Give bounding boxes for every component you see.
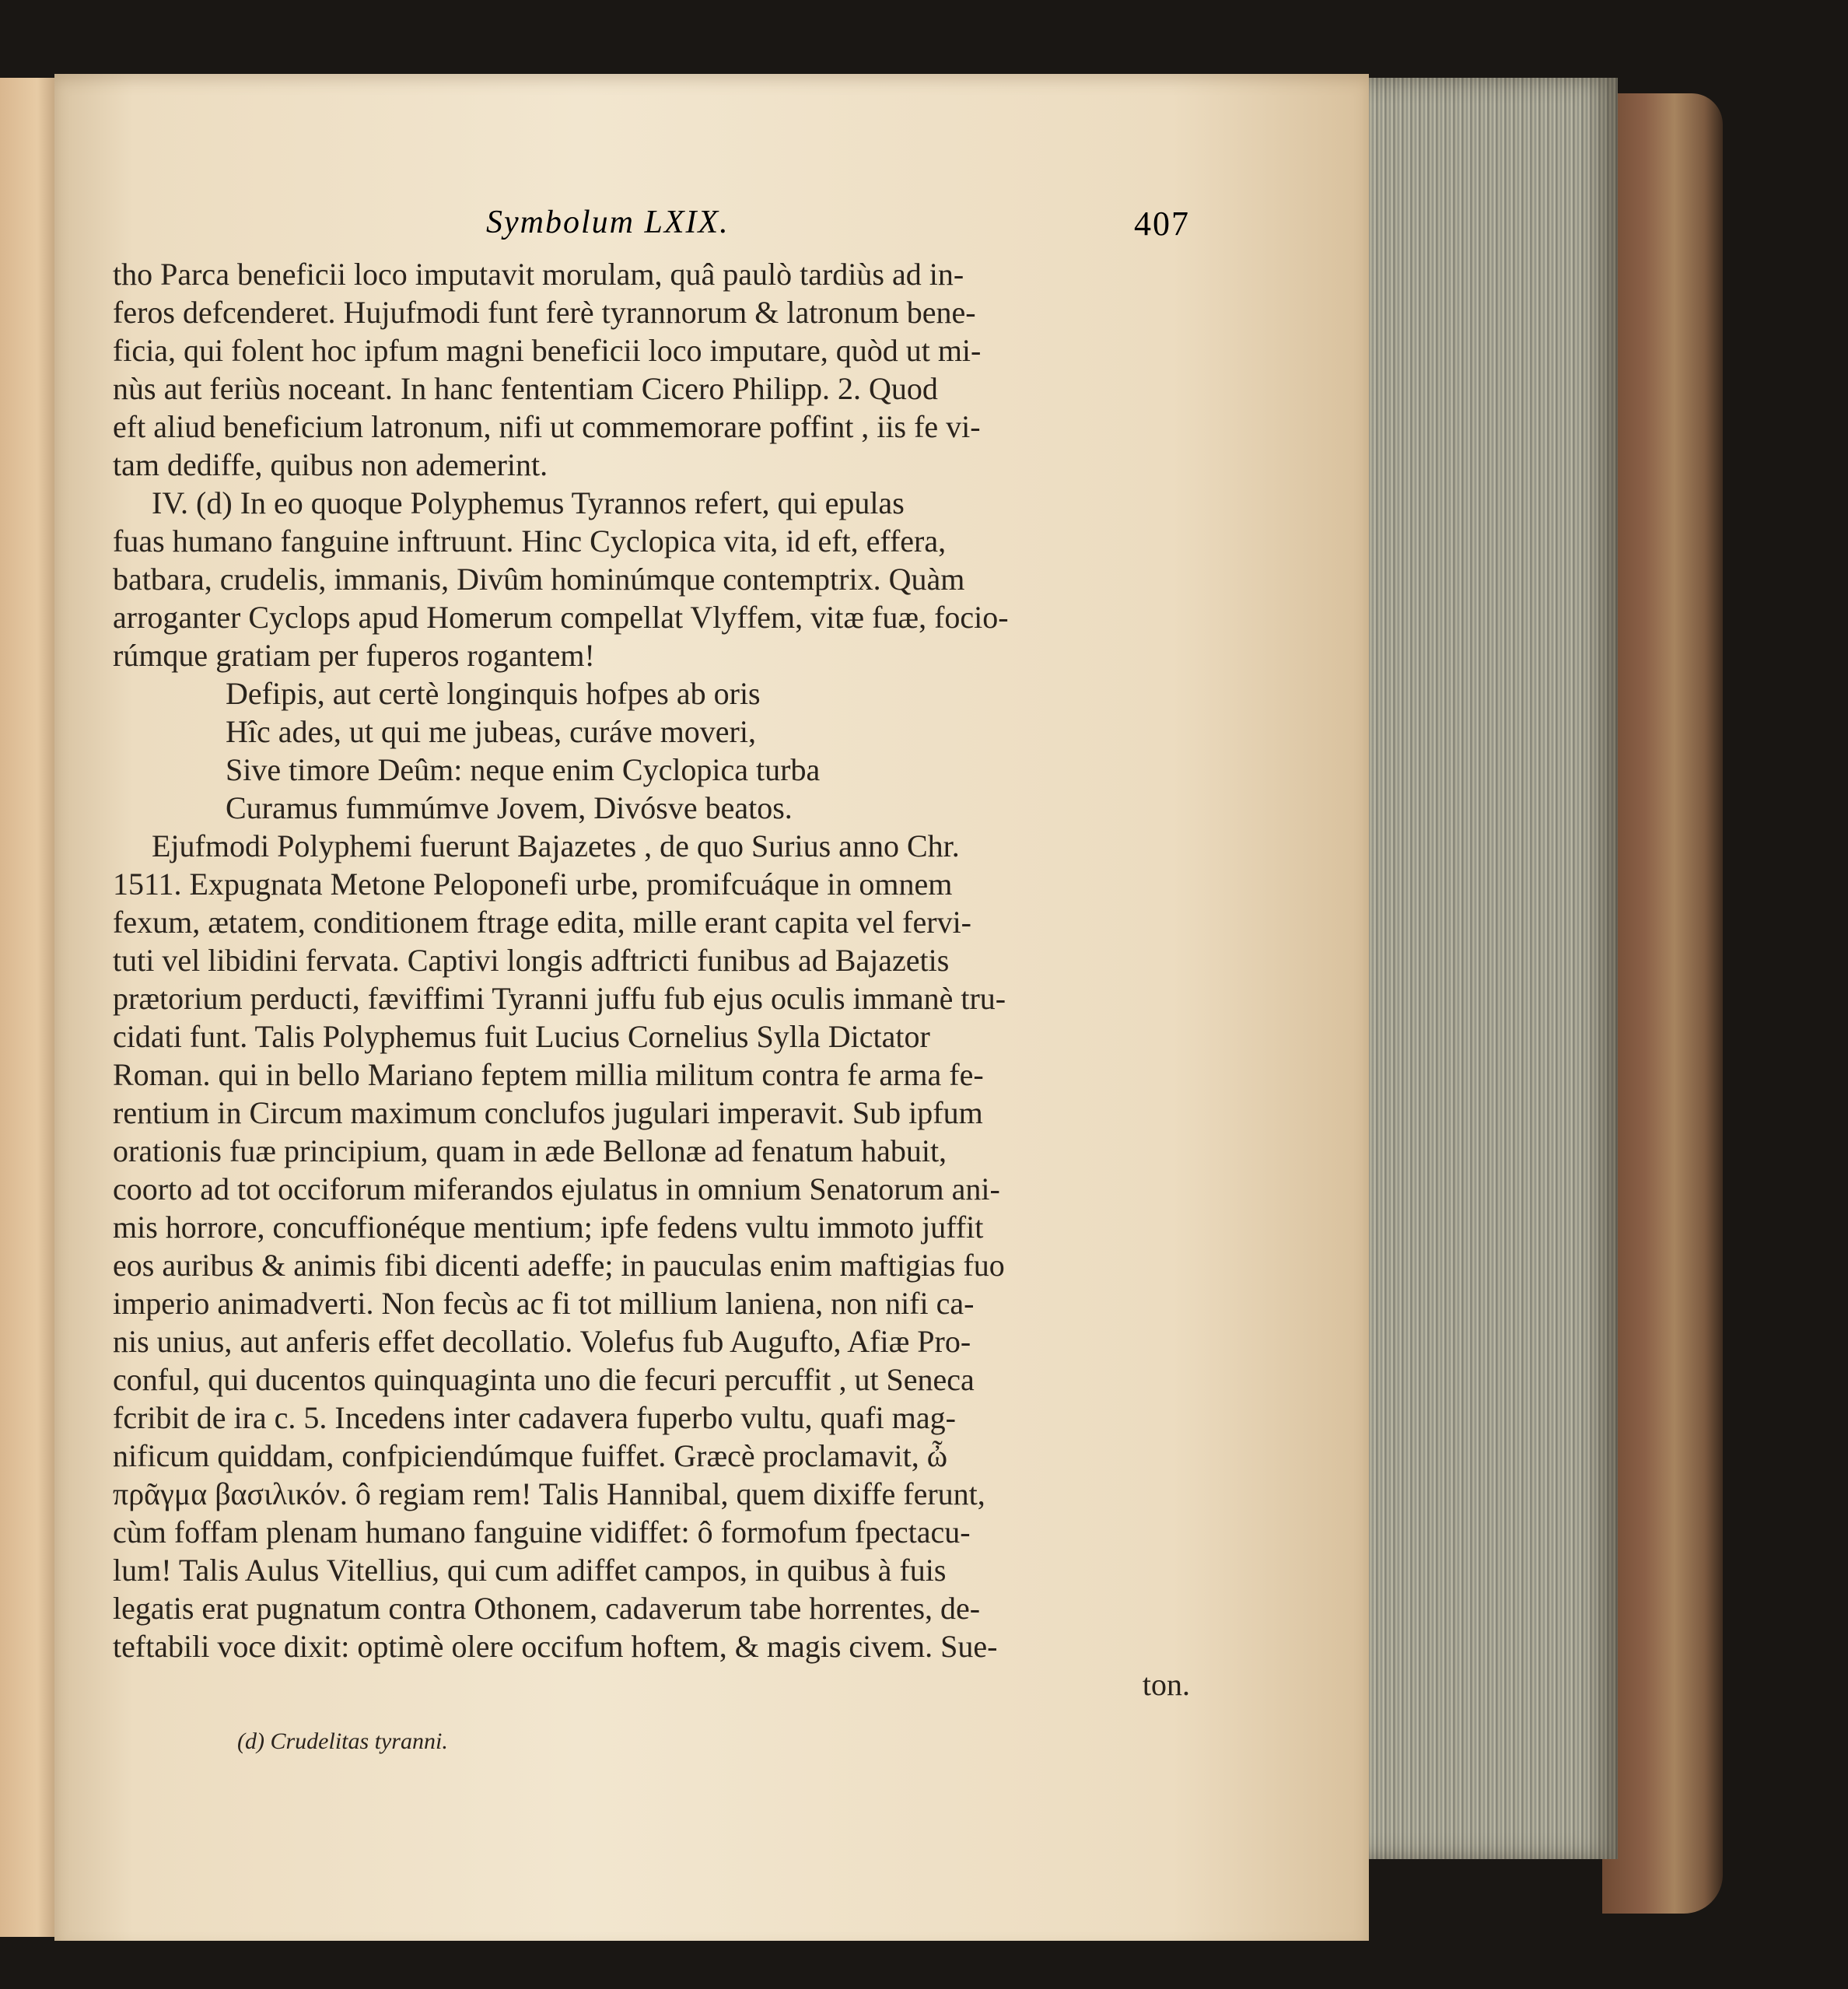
text-line: teftabili voce dixit: optimè olere occifum hoftem, & magis civem. Sue- (113, 1629, 998, 1664)
text-line: tuti vel libidini fervata. Captivi longis adftricti funibus ad Bajazetis (113, 943, 950, 978)
text-line: coorto ad tot occiforum miferandos ejulatus in omnium Senatorum ani- (113, 1171, 1000, 1206)
body-text (113, 255, 1190, 1704)
book-cover-edge (1602, 93, 1723, 1914)
text-line: legatis erat pugnatum contra Othonem, cadaverum tabe horrentes, de- (113, 1591, 981, 1626)
text-line: arroganter Cyclops apud Homerum compellat Vlyffem, vitæ fuæ, focio- (113, 600, 1009, 635)
left-page-edge (0, 78, 62, 1937)
footnote: (d) Crudelitas tyranni. (237, 1728, 448, 1754)
text-line: imperio animadverti. Non fecùs ac fi tot millium laniena, non nifi ca- (113, 1286, 975, 1321)
text-line: tam dediffe, quibus non ademerint. (113, 447, 548, 482)
verse-line: Curamus fummúmve Jovem, Divósve beatos. (226, 790, 793, 825)
verse-line: Defipis, aut certè longinquis hofpes ab oris (226, 676, 761, 711)
verse-line: Sive timore Deûm: neque enim Cyclopica turba (226, 752, 821, 787)
text-line: nificum quiddam, confpiciendúmque fuiffet. Græcè proclamavit, ὦ (113, 1438, 948, 1473)
text-line: πρᾶγμα βασιλικόν. ô regiam rem! Talis Hannibal, quem dixiffe ferunt, (113, 1476, 985, 1511)
text-line: eft aliud beneficium latronum, nifi ut commemorare poffint , iis fe vi- (113, 409, 981, 444)
text-line: ficia, qui folent hoc ipfum magni beneficii loco imputare, quòd ut mi- (113, 333, 982, 368)
text-line: rentium in Circum maximum conclufos jugulari imperavit. Sub ipfum (113, 1095, 983, 1130)
text-line: fuas humano fanguine inftruunt. Hinc Cyclopica vita, id eft, effera, (113, 524, 947, 559)
text-line: orationis fuæ principium, quam in æde Bellonæ ad fenatum habuit, (113, 1133, 947, 1168)
text-line: fexum, ætatem, conditionem ftrage edita, mille erant capita vel fervi- (113, 905, 972, 940)
running-head-title: Symbolum LXIX. (486, 205, 730, 240)
page-block-fore-edge (1353, 78, 1618, 1859)
text-line: cidati funt. Talis Polyphemus fuit Lucius Cornelius Sylla Dictator (113, 1019, 930, 1054)
verse-line: Hîc ades, ut qui me jubeas, curáve moveri, (226, 714, 756, 749)
catchword: ton. (1142, 1667, 1190, 1702)
text-line: Ejufmodi Polyphemi fuerunt Bajazetes , de quo Surius anno Chr. (152, 828, 960, 863)
text-line: fcribit de ira c. 5. Incedens inter cadavera fuperbo vultu, quafi mag- (113, 1400, 956, 1435)
text-line: nùs aut feriùs noceant. In hanc fententiam Cicero Philipp. 2. Quod (113, 371, 938, 406)
text-line: tho Parca beneficii loco imputavit morulam, quâ paulò tardiùs ad in- (113, 257, 964, 292)
text-line: feros defcenderet. Hujufmodi funt ferè tyrannorum & latronum bene- (113, 295, 976, 330)
text-line: lum! Talis Aulus Vitellius, qui cum adiffet campos, in quibus à fuis (113, 1553, 947, 1588)
text-line: mis horrore, concuffionéque mentium; ipfe fedens vultu immoto juffit (113, 1210, 984, 1245)
text-line: batbara, crudelis, immanis, Divûm hominúmque contemptrix. Quàm (113, 562, 965, 597)
text-line: nis unius, aut anferis effet decollatio. Volefus fub Augufto, Afiæ Pro- (113, 1324, 971, 1359)
text-line: prætorium perducti, fæviffimi Tyranni juffu fub ejus oculis immanè tru- (113, 981, 1006, 1016)
text-line: eos auribus & animis fibi dicenti adeffe; in pauculas enim maftigias fuo (113, 1248, 1005, 1283)
page-number: 407 (1134, 205, 1190, 243)
running-head (113, 204, 1190, 250)
text-line: conful, qui ducentos quinquaginta uno die fecuri percuffit , ut Seneca (113, 1362, 975, 1397)
text-line: IV. (d) In eo quoque Polyphemus Tyrannos refert, qui epulas (152, 485, 905, 520)
text-line: cùm foffam plenam humano fanguine vidiffet: ô formofum fpectacu- (113, 1515, 971, 1550)
text-line: Roman. qui in bello Mariano feptem millia militum contra fe arma fe- (113, 1057, 984, 1092)
text-line: rúmque gratiam per fuperos rogantem! (113, 638, 595, 673)
text-line: 1511. Expugnata Metone Peloponefi urbe, promifcuáque in omnem (113, 867, 953, 902)
